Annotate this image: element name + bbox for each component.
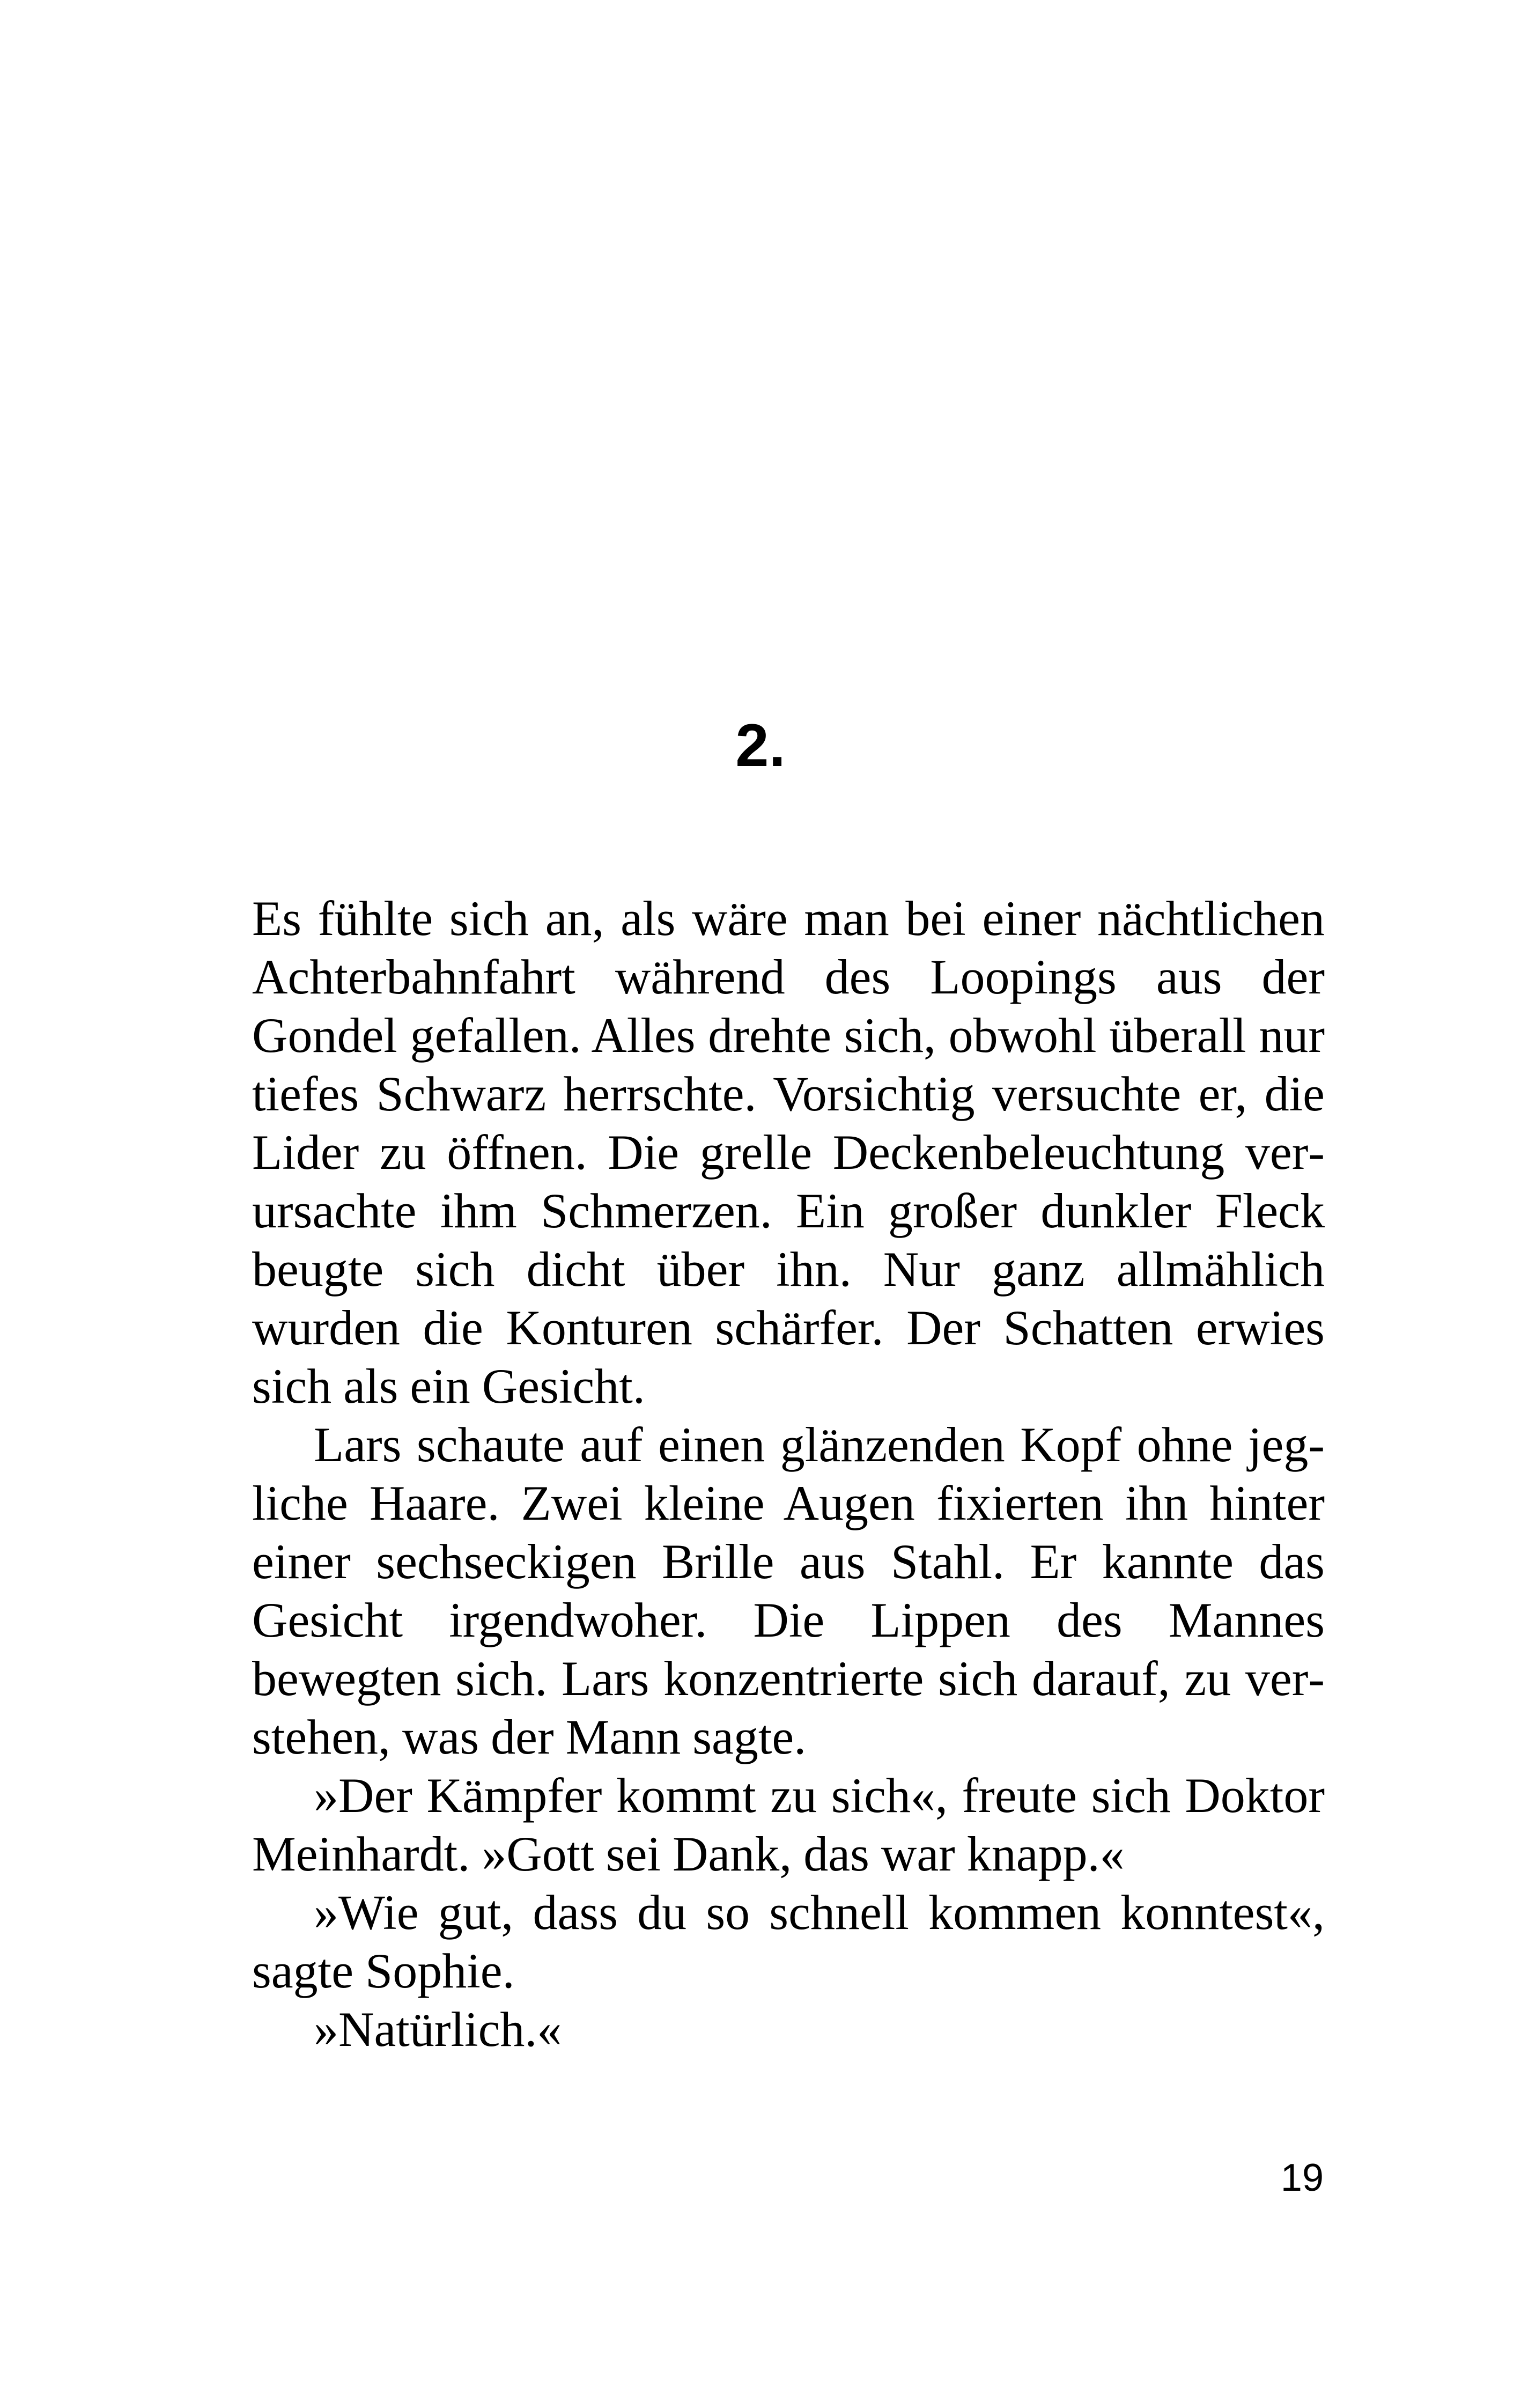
paragraph: »Natürlich.« [314, 2002, 562, 2057]
paragraph: »Wie gut, dass du so schnell kommen konntest«, sagte Sophie. [252, 1885, 1325, 1998]
paragraph: »Der Kämpfer kommt zu sich«, freute sich Doktor Meinhardt. »Gott sei Dank, das war knapp.« [252, 1768, 1325, 1881]
body-text [252, 889, 1325, 2059]
paragraph: Lars schaute auf einen glänzenden Kopf ohne jegliche Haare. Zwei kleine Augen fixierten ihn hinter einer sechseckigen Brille aus Stahl. Er kannte das Gesicht irgendwoher. Die Lippen des Mannes bewegten sich. Lars konzentrierte sich darauf, zu verstehen, was der Mann sagte. [252, 1417, 1325, 1764]
page-number: 19 [1280, 2156, 1324, 2199]
chapter-number: 2. [735, 712, 786, 779]
paragraph: Es fühlte sich an, als wäre man bei einer nächtlichen Achterbahnfahrt während des Loopings aus der Gondel gefallen. Alles drehte sich, obwohl überall nur tiefes Schwarz herrschte. Vorsichtig versuchte er, die Lider zu öffnen. Die grelle Deckenbeleuchtung verursachte ihm Schmerzen. Ein großer dunkler Fleck beugte sich dicht über ihn. Nur ganz allmählich wurden die Konturen schärfer. Der Schatten erwies sich als ein Gesicht. [252, 891, 1325, 1413]
